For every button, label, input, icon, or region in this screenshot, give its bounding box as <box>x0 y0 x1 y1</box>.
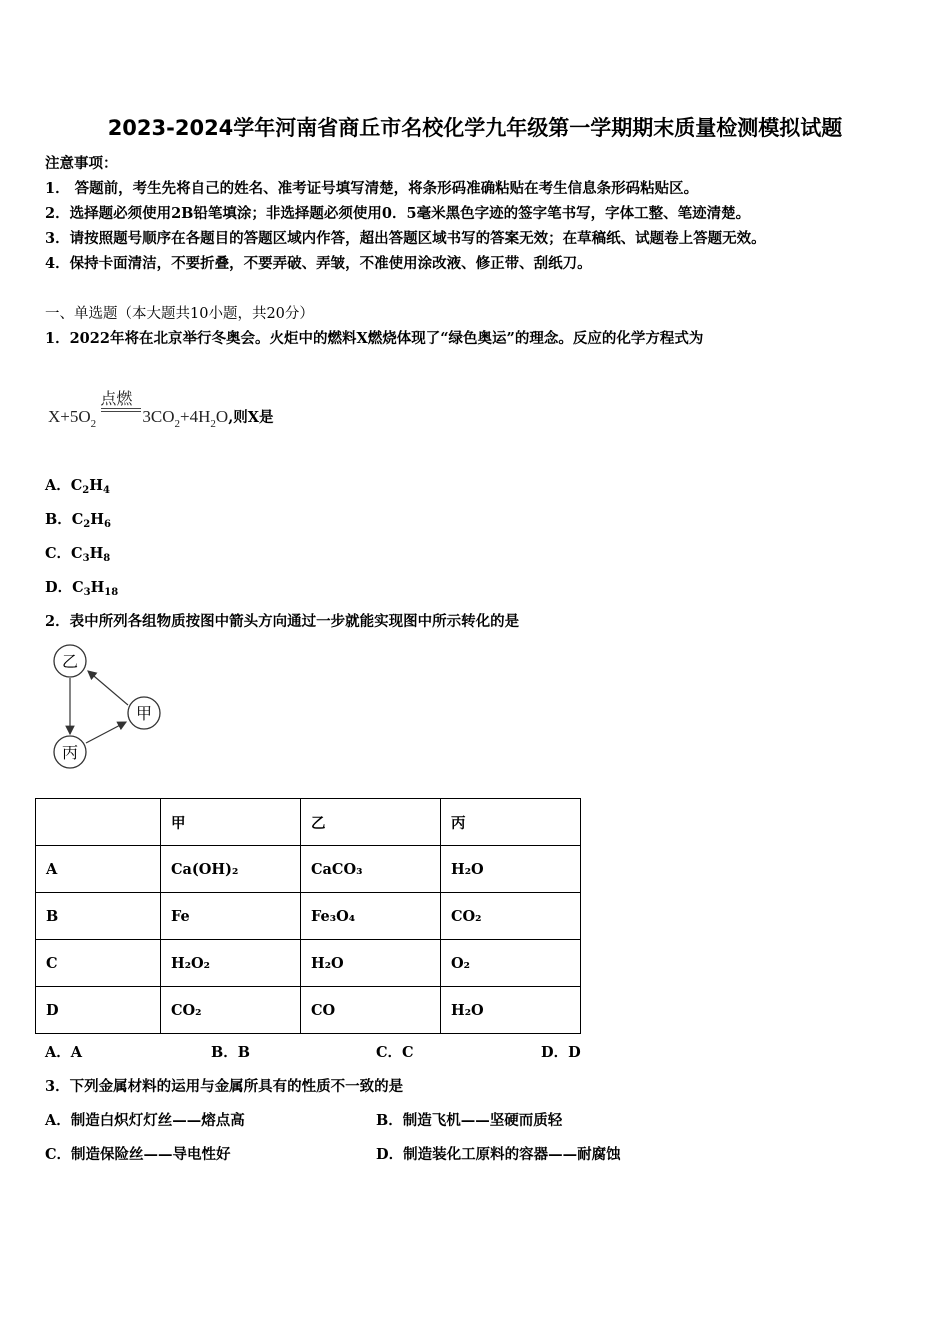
notice-item-4: 4．保持卡面清洁，不要折叠，不要弄破、弄皱，不准使用涂改液、修正带、刮纸刀。 <box>45 255 592 272</box>
table-cell: H₂O <box>441 987 581 1034</box>
q2-option-d[interactable]: D．D <box>541 1044 581 1061</box>
header-cell <box>36 799 161 846</box>
eq-r3: O <box>215 407 229 426</box>
table-cell: H₂O <box>441 846 581 893</box>
q1-option-a[interactable]: A．$C_2H_4$ <box>45 477 110 496</box>
q1-stem: 1．2022年将在北京举行冬奥会。火炬中的燃料X燃烧体现了“绿色奥运”的理念。反应的化学方程式为 <box>45 330 704 347</box>
section-heading: 一、单选题（本大题共10小题，共20分） <box>45 306 314 322</box>
row-key: A <box>36 846 161 893</box>
notice-heading: 注意事项： <box>45 155 118 172</box>
q1-option-b[interactable]: B．$C_2H_6$ <box>45 511 111 530</box>
table-cell: Fe₃O₄ <box>301 893 441 940</box>
row-key: B <box>36 893 161 940</box>
table-cell: Ca(OH)₂ <box>161 846 301 893</box>
page-title: 2023-2024学年河南省商丘市名校化学九年级第一学期期末质量检测模拟试题 <box>107 116 843 140</box>
eq-left: X+5O <box>48 407 91 426</box>
table-cell: O₂ <box>441 940 581 987</box>
q2-table <box>35 798 581 1034</box>
arrow-jia-to-yi <box>88 671 128 705</box>
table-cell: CO₂ <box>441 893 581 940</box>
q3-stem: 3．下列金属材料的运用与金属所具有的性质不一致的是 <box>45 1078 404 1095</box>
table-row <box>36 846 581 893</box>
table-row <box>36 987 581 1034</box>
row-key: C <box>36 940 161 987</box>
eq-tail: ,则X是 <box>228 409 274 426</box>
q3-option-d[interactable]: D．制造装化工原料的容器——耐腐蚀 <box>376 1146 621 1163</box>
q3-option-b[interactable]: B．制造飞机——坚硬而质轻 <box>376 1112 563 1129</box>
table-cell: Fe <box>161 893 301 940</box>
q2-stem: 2．表中所列各组物质按图中箭头方向通过一步就能实现图中所示转化的是 <box>45 613 520 630</box>
eq-r2: +4H <box>180 407 211 426</box>
label-jia: 甲 <box>135 704 153 723</box>
label-yi: 乙 <box>61 652 79 671</box>
reaction-arrow <box>100 391 141 422</box>
notice-item-2: 2．选择题必须使用2B铅笔填涂；非选择题必须使用0．5毫米黑色字迹的签字笔书写，字体工整、笔迹清楚。 <box>45 205 751 222</box>
table-cell: H₂O₂ <box>161 940 301 987</box>
q1-option-c[interactable]: C．$C_3H_8$ <box>45 545 111 564</box>
conversion-diagram <box>40 640 175 775</box>
eq-r2-sub: 2 <box>210 418 216 430</box>
header-cell: 甲 <box>161 799 301 846</box>
label-bing: 丙 <box>61 743 79 762</box>
notice-item-3: 3．请按照题号顺序在各题目的答题区域内作答，超出答题区域书写的答案无效；在草稿纸、试题卷上答题无效。 <box>45 230 766 247</box>
q3-option-a[interactable]: A．制造白炽灯灯丝——熔点高 <box>45 1112 245 1129</box>
notice-item-1: 1． 答题前，考生先将自己的姓名、准考证号填写清楚，将条形码准确粘贴在考生信息条形码粘贴区。 <box>45 180 699 197</box>
q3-option-c[interactable]: C．制造保险丝——导电性好 <box>45 1146 231 1163</box>
q2-option-c[interactable]: C．C <box>376 1044 414 1061</box>
eq-condition: 点燃 <box>100 391 133 408</box>
table-cell: H₂O <box>301 940 441 987</box>
table-cell: CO <box>301 987 441 1034</box>
header-cell: 乙 <box>301 799 441 846</box>
table-row <box>36 893 581 940</box>
q1-equation <box>48 391 274 430</box>
q1-option-d[interactable]: D．$C_3H_{18}$ <box>45 579 119 598</box>
row-key: D <box>36 987 161 1034</box>
header-cell: 丙 <box>441 799 581 846</box>
eq-r1-sub: 2 <box>174 418 181 430</box>
table-row <box>36 940 581 987</box>
eq-left-sub: 2 <box>90 418 97 430</box>
q2-option-a[interactable]: A．A <box>45 1044 83 1061</box>
table-cell: CaCO₃ <box>301 846 441 893</box>
table-cell: CO₂ <box>161 987 301 1034</box>
q2-option-b[interactable]: B．B <box>211 1044 251 1061</box>
table-header-row <box>36 799 581 846</box>
eq-r1: 3CO <box>142 407 175 426</box>
arrow-bing-to-jia <box>86 722 126 743</box>
